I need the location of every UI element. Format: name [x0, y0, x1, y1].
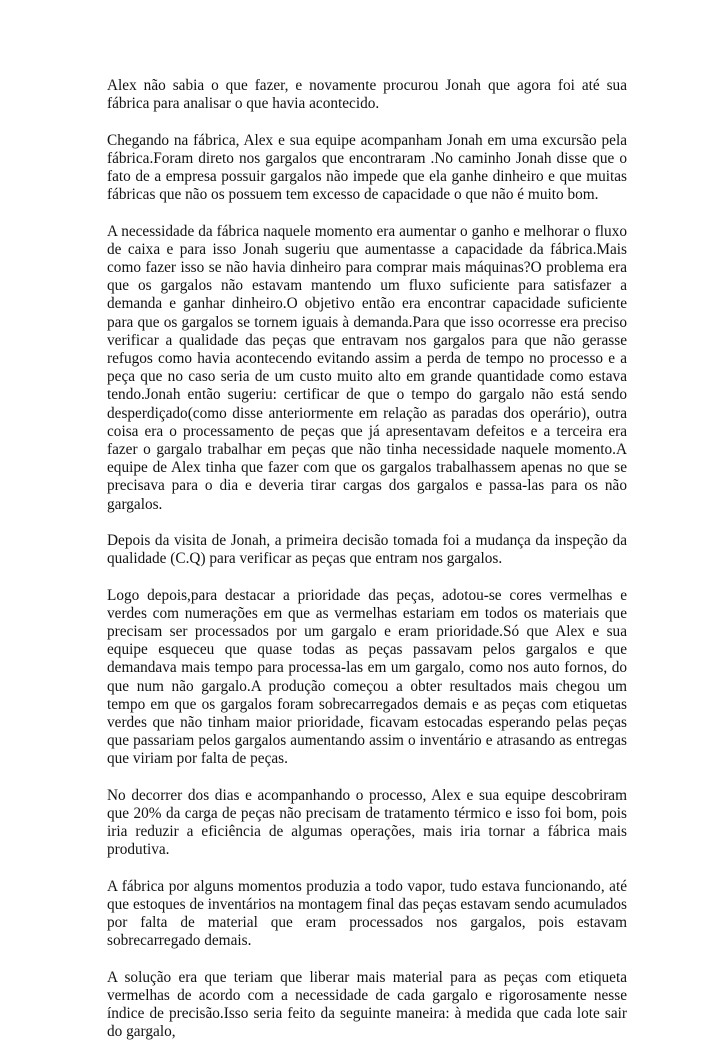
- document-body: [107, 77, 627, 1060]
- paragraph-8: A solução era que teriam que liberar mais material para as peças com etiqueta vermelhas de acordo com a necessidade de cada gargalo e rigorosamente nesse índice de precisão.Isso seria feito da seguinte maneira: à medida que cada lote sair do gargalo,: [107, 968, 627, 1041]
- paragraph-1: Alex não sabia o que fazer, e novamente procurou Jonah que agora foi até sua fábrica para analisar o que havia acontecido.: [107, 77, 627, 113]
- paragraph-3: A necessidade da fábrica naquele momento era aumentar o ganho e melhorar o fluxo de caixa e para isso Jonah sugeriu que aumentasse a capacidade da fábrica.Mais como fazer isso se não havia dinheiro para comprar mais máquinas?O problema era que os gargalos não estavam mantendo um fluxo suficiente para satisfazer a demanda e ganhar dinheiro.O objetivo então era encontrar capacidade suficiente para que os gargalos se tornem iguais à demanda.Para que isso ocorresse era preciso verificar a qualidade das peças que entravam nos gargalos para que não gerasse refugos como havia acontecendo evitando assim a perda de tempo no processo e a peça que no caso seria de um custo muito alto em grande quantidade como estava tendo.Jonah então sugeriu: certificar de que o tempo do gargalo não está sendo desperdiçado(como disse anteriormente em relação as paradas dos operário), outra coisa era o processamento de peças que já apresentavam defeitos e a terceira era fazer o gargalo trabalhar em peças que não tinha necessidade naquele momento.A equipe de Alex tinha que fazer com que os gargalos trabalhassem apenas no que se precisava para o dia e deveria tirar cargas dos gargalos e passa-las para os não gargalos.: [107, 222, 627, 513]
- paragraph-4: Depois da visita de Jonah, a primeira decisão tomada foi a mudança da inspeção da qualidade (C.Q) para verificar as peças que entram nos gargalos.: [107, 532, 627, 568]
- paragraph-2: Chegando na fábrica, Alex e sua equipe acompanham Jonah em uma excursão pela fábrica.Foram direto nos gargalos que encontraram .No caminho Jonah disse que o fato de a empresa possuir gargalos não impede que ela ganhe dinheiro e que muitas fábricas que não os possuem tem excesso de capacidade o que não é muito bom.: [107, 131, 627, 204]
- paragraph-7: A fábrica por alguns momentos produzia a todo vapor, tudo estava funcionando, até que estoques de inventários na montagem final das peças estavam sendo acumulados por falta de material que eram processados nos gargalos, pois estavam sobrecarregado demais.: [107, 877, 627, 950]
- paragraph-5: Logo depois,para destacar a prioridade das peças, adotou-se cores vermelhas e verdes com numerações em que as vermelhas estariam em todos os materiais que precisam ser processados por um gargalo e eram prioridade.Só que Alex e sua equipe esqueceu que quase todas as peças passavam pelos gargalos e que demandava mais tempo para processa-las em um gargalo, como nos auto fornos, do que num não gargalo.A produção começou a obter resultados mais chegou um tempo em que os gargalos foram sobrecarregados demais e as peças com etiquetas verdes que não tinham maior prioridade, ficavam estocadas esperando pelas peças que passariam pelos gargalos aumentando assim o inventário e atrasando as entregas que viriam por falta de peças.: [107, 586, 627, 768]
- paragraph-6: No decorrer dos dias e acompanhando o processo, Alex e sua equipe descobriram que 20% da carga de peças não precisam de tratamento térmico e isso foi bom, pois iria reduzir a eficiência de algumas operações, mais iria tornar a fábrica mais produtiva.: [107, 786, 627, 859]
